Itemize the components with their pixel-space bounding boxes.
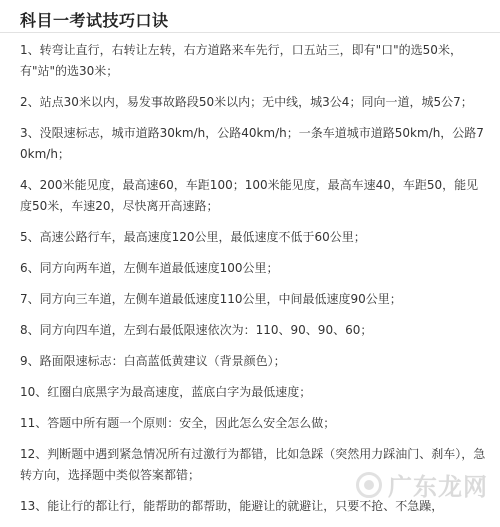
- list-item: 4、200米能见度，最高速60，车距100；100米能见度，最高车速40，车距50，能见度50米，车速20，尽快离开高速路；: [20, 178, 479, 213]
- watermark-text: 广东龙网: [388, 473, 488, 501]
- list-item: 13、能让行的都让行，能帮助的都帮助，能避让的就避让，只要不抢、不急躁，: [20, 499, 444, 513]
- list-item: 2、站点30米以内，易发事故路段50米以内；无中线，城3公4；同向一道，城5公7；: [20, 95, 473, 109]
- watermark: [356, 467, 488, 502]
- tips-list: [20, 40, 488, 527]
- list-item: 12、判断题中遇到紧急情况所有过激行为都错，比如急踩（突然用力踩油门、刹车），急转方向，选择题中类似答案都错；: [20, 447, 486, 482]
- list-item: 1、转弯让直行，右转让左转，右方道路来车先行，口五站三，即有"口"的选50米，有"站"的选30米；: [20, 43, 462, 78]
- list-item: 10、红圈白底黑字为最高速度，蓝底白字为最低速度；: [20, 385, 312, 399]
- list-item: 9、路面限速标志：白高蓝低黄建议（背景颜色）；: [20, 354, 286, 368]
- list-item: 5、高速公路行车，最高速度120公里，最低速度不低于60公里；: [20, 230, 366, 244]
- list-item: 3、没限速标志，城市道路30km/h，公路40km/h；一条车道城市道路50km/h，公路70km/h；: [20, 126, 484, 161]
- page-title: 科目一考试技巧口诀: [20, 11, 169, 30]
- logo-icon: [356, 472, 382, 498]
- title-divider: [0, 32, 500, 33]
- list-item: 8、同方向四车道，左到右最低限速依次为：110、90、90、60；: [20, 323, 373, 337]
- list-item: 6、同方向两车道，左侧车道最低速度100公里；: [20, 261, 279, 275]
- list-item: 11、答题中所有题一个原则：安全，因此怎么安全怎么做；: [20, 416, 336, 430]
- list-item: 7、同方向三车道，左侧车道最低速度110公里，中间最低速度90公里；: [20, 292, 402, 306]
